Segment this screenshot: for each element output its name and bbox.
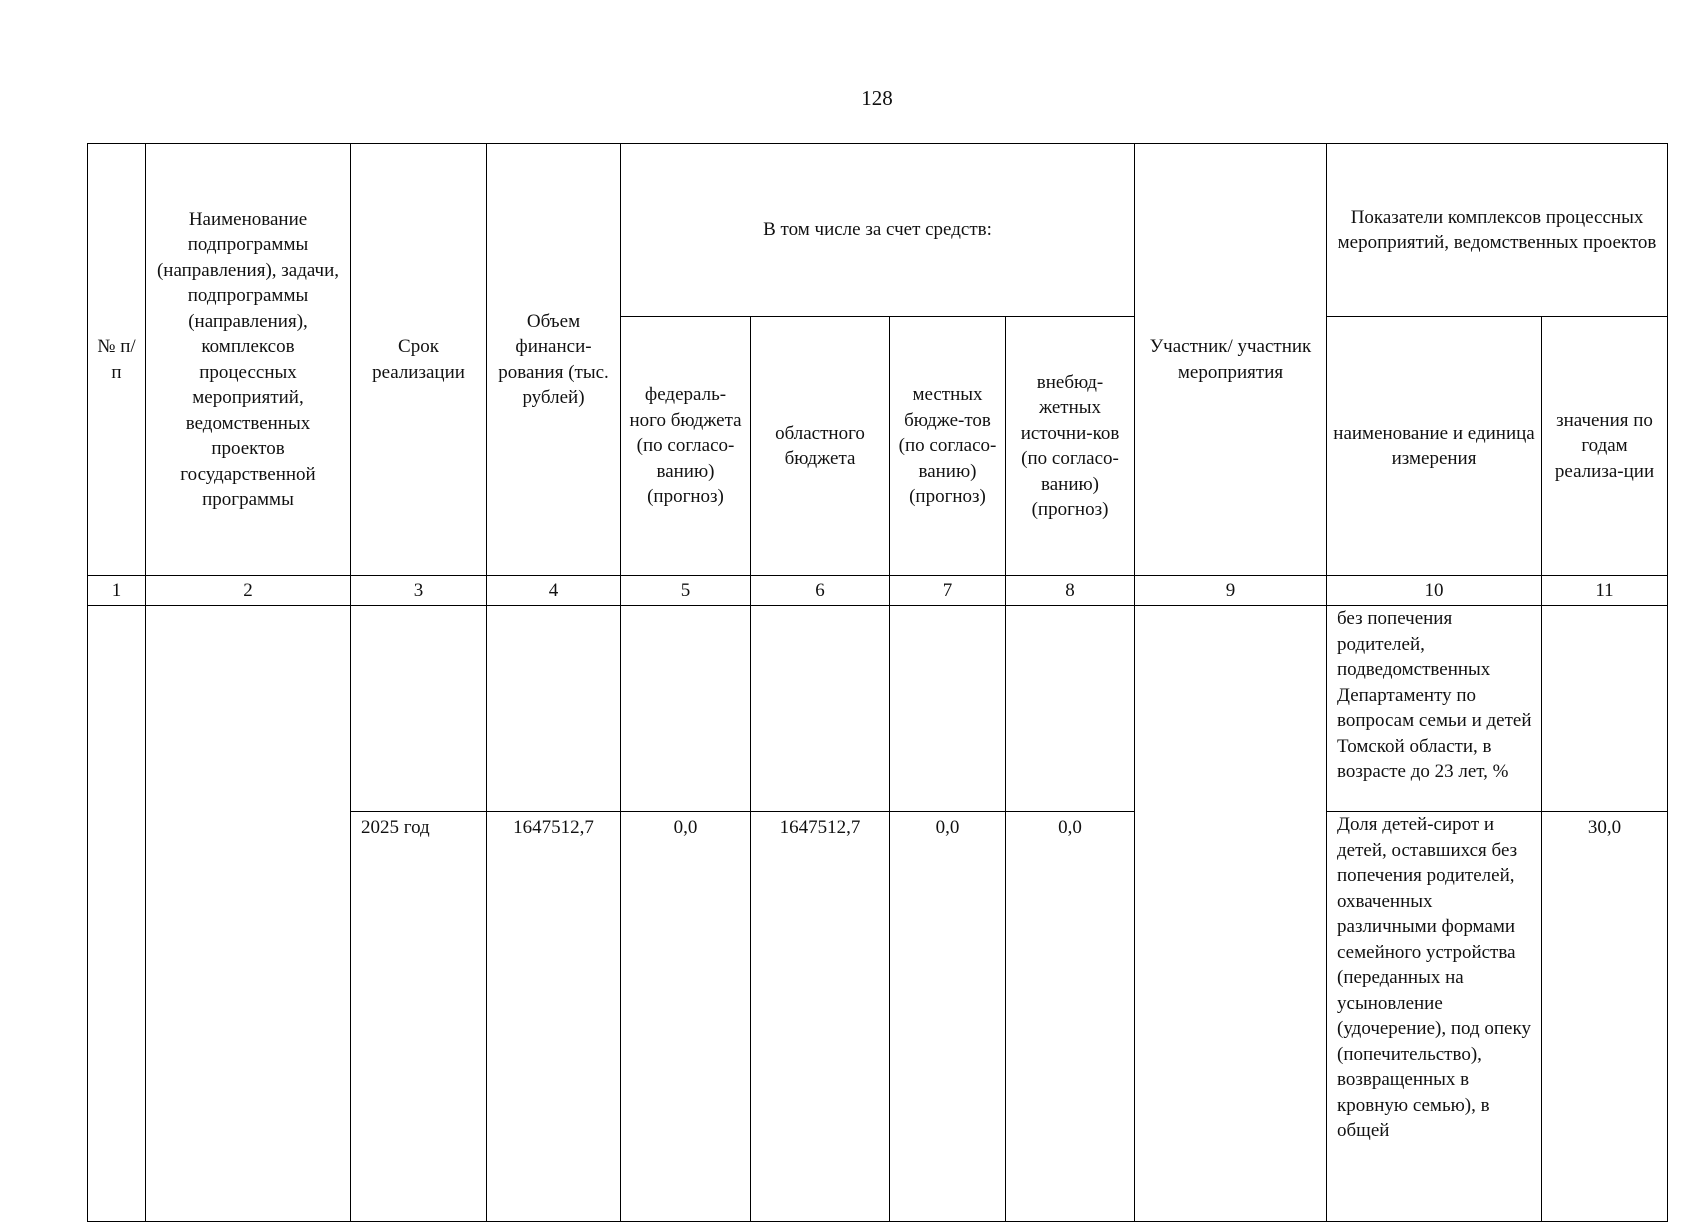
funding-table: [87, 143, 1668, 1222]
header-col-participant: Участник/ участник мероприятия: [1135, 144, 1327, 576]
cell-name: [146, 606, 351, 1222]
header-col-federal: федераль-ного бюджета (по согласо-ванию) (прогноз): [621, 317, 751, 576]
column-number: 6: [751, 576, 890, 606]
column-number: 4: [487, 576, 621, 606]
table-row: [88, 606, 1668, 812]
cell-federal: [621, 606, 751, 812]
cell-period: 2025 год: [351, 812, 487, 1222]
column-number: 8: [1006, 576, 1135, 606]
cell-local: [890, 606, 1006, 812]
page-number: 128: [861, 86, 893, 110]
header-row-1: [88, 144, 1668, 317]
cell-offbudget: [1006, 606, 1135, 812]
header-col-number: № п/п: [88, 144, 146, 576]
cell-offbudget: 0,0: [1006, 812, 1135, 1222]
header-col-volume: Объем финанси-рования (тыс. рублей): [487, 144, 621, 576]
column-number: 2: [146, 576, 351, 606]
cell-participant: [1135, 606, 1327, 1222]
cell-period: [351, 606, 487, 812]
cell-volume: [487, 606, 621, 812]
cell-volume: 1647512,7: [487, 812, 621, 1222]
column-number: 3: [351, 576, 487, 606]
cell-federal: 0,0: [621, 812, 751, 1222]
cell-indicator-name: без попечения родителей, подведомственных Департаменту по вопросам семьи и детей Томской области, в возрасте до 23 лет, %: [1327, 606, 1542, 812]
header-col-indicator-value: значения по годам реализа-ции: [1542, 317, 1668, 576]
cell-indicator-name: Доля детей-сирот и детей, оставшихся без попечения родителей, охваченных различными формами семейного устройства (переданных на усыновление (удочерение), под опеку (попечительство), возвращенных в кровную семью), в общей: [1327, 812, 1542, 1222]
cell-indicator-value: [1542, 606, 1668, 812]
cell-number: [88, 606, 146, 1222]
cell-regional: [751, 606, 890, 812]
header-col-indicator-name: наименование и единица измерения: [1327, 317, 1542, 576]
column-number: 1: [88, 576, 146, 606]
column-number: 10: [1327, 576, 1542, 606]
header-col-regional: областного бюджета: [751, 317, 890, 576]
column-number: 5: [621, 576, 751, 606]
cell-local: 0,0: [890, 812, 1006, 1222]
cell-regional: 1647512,7: [751, 812, 890, 1222]
cell-indicator-value: 30,0: [1542, 812, 1668, 1222]
header-col-offbudget: внебюд-жетных источни-ков (по согласо-ванию) (прогноз): [1006, 317, 1135, 576]
header-col-name: Наименование подпрограммы (направления), задачи, подпрограммы (направления), комплексов процессных мероприятий, ведомственных проектов государственной программы: [146, 144, 351, 576]
header-col-period: Срок реализации: [351, 144, 487, 576]
column-number: 9: [1135, 576, 1327, 606]
column-number: 11: [1542, 576, 1668, 606]
header-group-funds: В том числе за счет средств:: [621, 144, 1135, 317]
header-group-indicators: Показатели комплексов процессных мероприятий, ведомственных проектов: [1327, 144, 1668, 317]
header-col-local: местных бюдже-тов (по согласо-ванию) (прогноз): [890, 317, 1006, 576]
column-number-row: [88, 576, 1668, 606]
column-number: 7: [890, 576, 1006, 606]
